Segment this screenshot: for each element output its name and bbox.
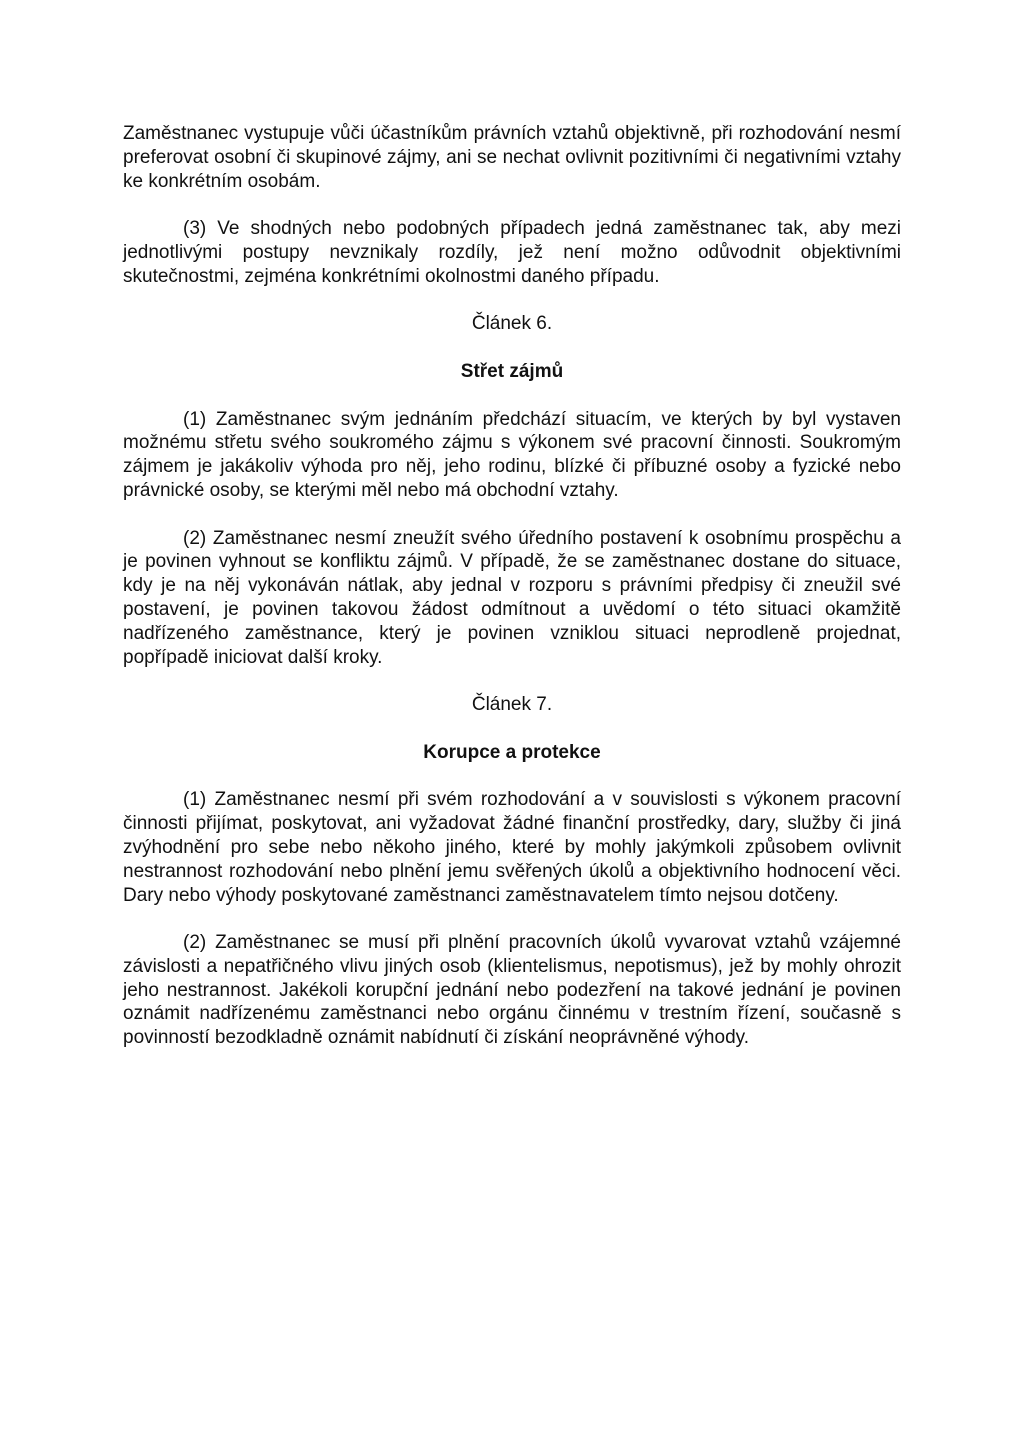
article6-paragraph-1: (1) Zaměstnanec svým jednáním předchází situacím, ve kterých by byl vystaven možnému střetu svého soukromého zájmu s výkonem své pracovní činnosti. Soukromým zájmem je jakákoliv výhoda pro něj, jeho rodinu, blízké či příbuzné osoby a fyzické nebo právnické osoby, se kterými měl nebo má obchodní vztahy. — [123, 408, 901, 501]
article7-title: Korupce a protekce — [423, 741, 601, 763]
article7-number: Článek 7. — [471, 694, 553, 716]
article6-number: Článek 6. — [471, 313, 553, 335]
article5-paragraph-3: (3) Ve shodných nebo podobných případech jedná zaměstnanec tak, aby mezi jednotlivými postupy nevznikaly rozdíly, jež není možno odůvodnit objektivními skutečnostmi, zejména konkrétními okolnostmi daného případu. — [123, 218, 901, 287]
article6-paragraph-2: (2) Zaměstnanec nesmí zneužít svého úředního postavení k osobnímu prospěchu a je povinen vyhnout se konfliktu zájmů. V případě, že se zaměstnanec dostane do situace, kdy je na něj vykonáván nátlak, aby jednal v rozporu s právními předpisy či zneužil své postavení, je povinen takovou žádost odmítnout a uvědomí o této situaci okamžitě nadřízeného zaměstnance, který je povinen vzniklou situaci neprodleně projednat, popřípadě iniciovat další kroky. — [123, 527, 901, 668]
article7-paragraph-2: (2) Zaměstnanec se musí při plnění pracovních úkolů vyvarovat vztahů vzájemné závislosti a nepatřičného vlivu jiných osob (klientelismus, nepotismus), jež by mohly ohrozit jeho nestrannost. Jakékoli korupční jednání nebo podezření na takové jednání je povinen oznámit nadřízenému zaměstnanci nebo orgánu činnému v trestním řízení, současně s povinností bezodkladně oznámit nabídnutí či získání neoprávněné výhody. — [123, 932, 901, 1049]
intro-continuation-paragraph: Zaměstnanec vystupuje vůči účastníkům právních vztahů objektivně, při rozhodování nesmí preferovat osobní či skupinové zájmy, ani se nechat ovlivnit pozitivními či negativními vztahy ke konkrétním osobám. — [123, 123, 901, 192]
article7-paragraph-1: (1) Zaměstnanec nesmí při svém rozhodování a v souvislosti s výkonem pracovní činnosti přijímat, poskytovat, ani vyžadovat žádné finanční prostředky, dary, služby či jiná zvýhodnění pro sebe nebo někoho jiného, které by mohly jakýmkoli způsobem ovlivnit nestrannost rozhodování nebo plnění jemu svěřených úkolů a objektivního hodnocení věci. Dary nebo výhody poskytované zaměstnanci zaměstnavatelem tímto nejsou dotčeny. — [123, 789, 901, 906]
article6-title: Střet zájmů — [460, 360, 564, 382]
document-page — [123, 122, 901, 1050]
